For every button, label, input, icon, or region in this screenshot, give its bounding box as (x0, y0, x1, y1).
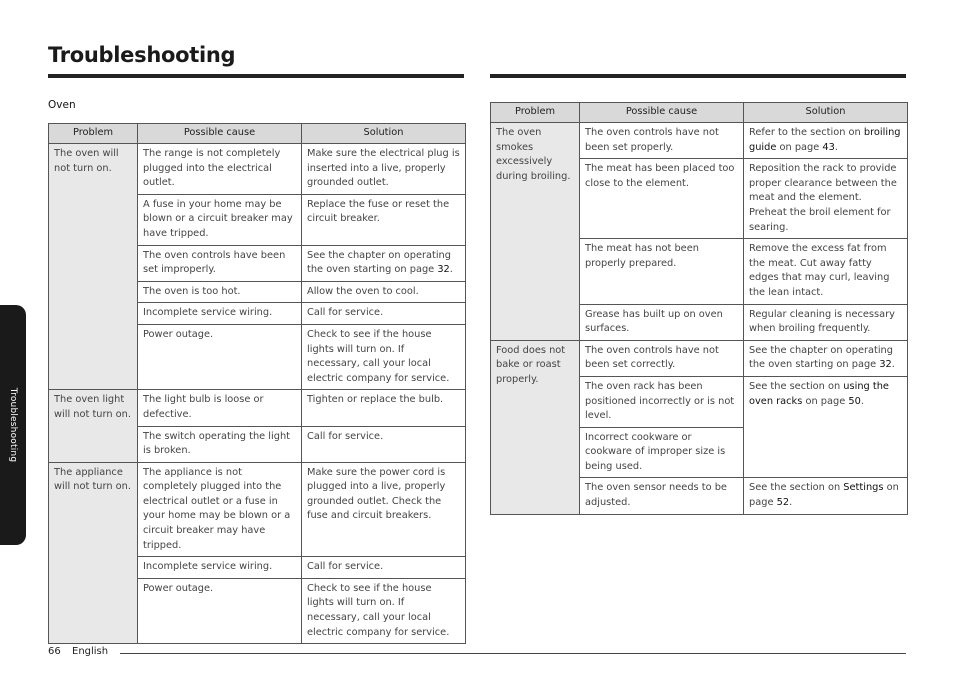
solution-cell: Remove the excess fat from the meat. Cut away fatty edges that may curl, leaving the lean intact. (744, 239, 908, 304)
section-link[interactable]: using the oven racks (749, 380, 889, 407)
solution-text: See the chapter on operating the oven starting on page (749, 344, 893, 371)
table-header-row (491, 103, 908, 123)
solution-text-end: . (449, 264, 453, 276)
solution-text-mid: on page (802, 395, 849, 407)
solution-text-end: . (834, 141, 839, 153)
section-link[interactable]: Settings (843, 482, 884, 494)
solution-text-end: . (891, 359, 895, 371)
solution-cell: Allow the oven to cool. (302, 281, 466, 303)
header-problem: Problem (491, 103, 580, 123)
problem-cell: The oven smokes excessively during broiling. (491, 123, 580, 341)
cause-cell: Incomplete service wiring. (138, 303, 302, 325)
cause-cell: The switch operating the light is broken. (138, 426, 302, 462)
cause-cell: Incomplete service wiring. (138, 557, 302, 579)
side-tab-label: Troubleshooting (8, 387, 18, 463)
cause-cell: The oven controls have not been set properly. (580, 123, 744, 159)
cause-cell: Power outage. (138, 578, 302, 643)
troubleshooting-table-left (48, 123, 466, 644)
footer-rule (120, 653, 906, 654)
cause-cell: The light bulb is loose or defective. (138, 390, 302, 426)
solution-cell: Make sure the power cord is plugged into a live, properly grounded outlet. Check the fuse and circuit breakers. (302, 462, 466, 557)
header-problem: Problem (49, 124, 138, 144)
cause-cell: Incorrect cookware or cookware of improper size is being used. (580, 427, 744, 478)
solution-cell: Make sure the electrical plug is inserted into a live, properly grounded outlet. (302, 144, 466, 195)
page-title: Troubleshooting (48, 43, 236, 67)
solution-text-end: . (789, 497, 793, 509)
section-link[interactable]: broiling guide (749, 127, 901, 153)
problem-cell: The oven light will not turn on. (49, 390, 138, 462)
solution-cell: Call for service. (302, 557, 466, 579)
table-row (49, 462, 466, 557)
solution-cell: Regular cleaning is necessary when broiling frequently. (744, 304, 908, 340)
cause-cell: A fuse in your home may be blown or a circuit breaker may have tripped. (138, 194, 302, 245)
page-reference[interactable]: 32 (879, 359, 892, 371)
solution-cell: Reposition the rack to provide proper clearance between the meat and the element. Preheat the broil element for searing. (744, 159, 908, 239)
solution-cell: Call for service. (302, 303, 466, 325)
header-solution: Solution (744, 103, 908, 123)
title-rule-left (48, 74, 464, 78)
table-row (491, 123, 908, 159)
page-number: 66 (48, 646, 61, 657)
title-rule-right (490, 74, 906, 78)
solution-text-end: . (860, 395, 864, 407)
cause-cell: The oven rack has been positioned incorrectly or is not level. (580, 376, 744, 427)
header-cause: Possible cause (138, 124, 302, 144)
page-reference[interactable]: 52 (776, 497, 790, 509)
troubleshooting-table-right (490, 102, 908, 515)
cause-cell: The oven controls have been set improperly. (138, 245, 302, 281)
cause-cell: The meat has been placed too close to the element. (580, 159, 744, 239)
solution-cell (744, 478, 908, 514)
cause-cell: Grease has built up on oven surfaces. (580, 304, 744, 340)
problem-cell: The appliance will not turn on. (49, 462, 138, 644)
solution-text-mid: on page (776, 141, 823, 153)
solution-text: Refer to the section on (749, 127, 864, 138)
solution-text: See the chapter on operating the oven starting on page (307, 249, 451, 276)
problem-cell: Food does not bake or roast properly. (491, 340, 580, 514)
solution-text-mid: on page (749, 482, 899, 509)
cause-cell: The oven sensor needs to be adjusted. (580, 478, 744, 514)
solution-text: See the section on (749, 380, 844, 392)
solution-cell: Tighten or replace the bulb. (302, 390, 466, 426)
solution-cell (302, 245, 466, 281)
solution-cell (744, 376, 908, 478)
cause-cell: The oven is too hot. (138, 281, 302, 303)
cause-cell: The meat has not been properly prepared. (580, 239, 744, 304)
side-tab (0, 305, 26, 545)
section-label: Oven (48, 99, 76, 111)
problem-cell: The oven will not turn on. (49, 144, 138, 390)
header-cause: Possible cause (580, 103, 744, 123)
cause-cell: The appliance is not completely plugged into the electrical outlet or a fuse in your home may be blown or a circuit breaker may have tripped. (138, 462, 302, 557)
footer-language: English (72, 646, 109, 657)
solution-cell: Check to see if the house lights will turn on. If necessary, call your local electric company for service. (302, 324, 466, 389)
page-reference[interactable]: 43 (822, 141, 835, 153)
page-reference[interactable]: 50 (848, 395, 861, 407)
cause-cell: The range is not completely plugged into the electrical outlet. (138, 144, 302, 195)
page-reference: 32 (437, 264, 450, 276)
solution-cell: Check to see if the house lights will turn on. If necessary, call your local electric company for service. (302, 578, 466, 643)
solution-cell: Replace the fuse or reset the circuit breaker. (302, 194, 466, 245)
cause-cell: Power outage. (138, 324, 302, 389)
solution-text: See the section on (749, 482, 844, 494)
table-row (49, 390, 466, 426)
cause-cell: The oven controls have not been set correctly. (580, 340, 744, 376)
solution-cell: Call for service. (302, 426, 466, 462)
table-row (49, 144, 466, 195)
solution-cell (744, 123, 908, 159)
solution-cell (744, 340, 908, 376)
table-header-row (49, 124, 466, 144)
table-row (491, 340, 908, 376)
header-solution: Solution (302, 124, 466, 144)
